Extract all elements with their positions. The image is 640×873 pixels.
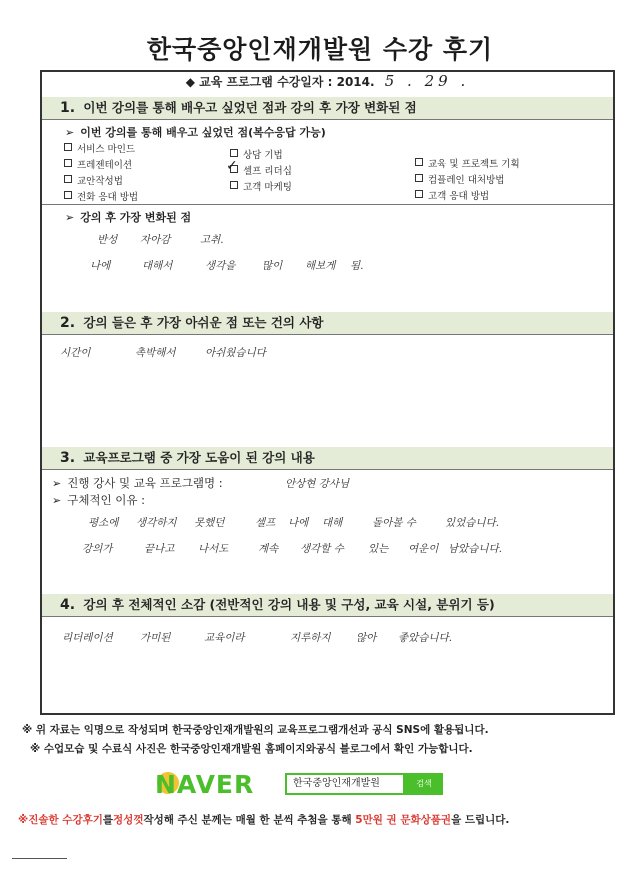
section2-header (42, 312, 613, 334)
option-col2-2[interactable] (230, 179, 292, 193)
arrow-icon: ➢ (52, 494, 62, 507)
option-col1-1[interactable] (64, 157, 132, 171)
naver-search-button[interactable]: 검색 (405, 773, 443, 795)
section3-sub1 (52, 475, 223, 491)
note-2: ※ 수업모습 및 수료식 사진은 한국중앙인재개발원 홈페이지와공식 블로그에서 확인 가능합니다. (30, 743, 473, 755)
section2-heading: 강의 들은 후 가장 아쉬운 점 또는 건의 사항 (83, 315, 324, 330)
option-col2-0[interactable] (230, 147, 283, 161)
option-col3-2[interactable] (415, 188, 489, 202)
answer-text: 돌아볼 수 (372, 517, 416, 529)
footer-mid2: 작성해 주신 분께는 매월 한 분씩 추첨을 통해 (143, 814, 356, 826)
divider (42, 204, 613, 205)
answer-text: 못했던 (194, 517, 225, 529)
section1-sub1-text: 이번 강의를 통해 배우고 싶었던 점(복수응답 가능) (80, 126, 326, 139)
answer-text: 교육이라 (204, 632, 245, 644)
divider (42, 119, 613, 120)
section1-number: 1. (60, 100, 76, 116)
divider (12, 858, 67, 859)
answer-text: 않아 (356, 632, 377, 644)
option-label: 서비스 마인드 (77, 144, 136, 155)
option-label: 교육 및 프로젝트 기획 (428, 159, 520, 170)
checkbox-icon (230, 149, 238, 157)
date-row (40, 72, 615, 94)
answer-text: 시간이 (60, 347, 91, 359)
section1-sub2-text: 강의 후 가장 변화된 점 (80, 211, 192, 224)
answer-text: 가미된 (140, 632, 171, 644)
answer-text: 촉박해서 (135, 347, 176, 359)
answer-text: 있는 (368, 543, 389, 555)
note-1: ※ 위 자료는 익명으로 작성되며 한국중앙인재개발원의 교육프로그램개선과 공식 SNS에 활용됩니다. (22, 724, 489, 736)
option-col1-0[interactable] (64, 141, 135, 155)
answer-text: 대해서 (142, 260, 173, 272)
footer-prefix: ※ (18, 814, 29, 826)
divider (42, 616, 613, 617)
arrow-icon: ➢ (52, 477, 62, 490)
answer-text: 고취. (200, 234, 224, 246)
answer-text: 나에 (90, 260, 111, 272)
answer-text: 많이 (262, 260, 283, 272)
option-col1-3[interactable] (64, 189, 138, 203)
option-label: 고객 응대 방법 (428, 191, 490, 202)
checkbox-icon (64, 143, 72, 151)
answer-text: 좋았습니다. (398, 632, 453, 644)
footer-red2: 정성껏 (113, 814, 144, 826)
option-label: 전화 응대 방법 (77, 192, 139, 203)
checkbox-icon (415, 174, 423, 182)
option-label: 프레젠테이션 (77, 160, 133, 171)
section3-sub2 (52, 492, 145, 508)
answer-text: 여운이 (408, 543, 439, 555)
answer-text: 생각을 (205, 260, 236, 272)
answer-text: 대해 (322, 517, 343, 529)
footer-mid1: 를 (102, 814, 114, 826)
checkbox-icon (64, 159, 72, 167)
option-label: 고객 마케팅 (243, 182, 292, 193)
footer-suffix: 을 드립니다. (451, 814, 510, 826)
answer-text: 됨. (350, 260, 364, 272)
answer-text: 생각할 수 (300, 543, 344, 555)
arrow-icon: ➢ (65, 211, 75, 224)
section1-heading: 이번 강의를 통해 배우고 싶었던 점과 강의 후 가장 변화된 점 (83, 100, 417, 115)
date-label: ◆ 교육 프로그램 수강일자 : 2014. (185, 75, 375, 89)
date-handwritten: 5 . 29 . (384, 72, 470, 90)
answer-text: 반성 (97, 234, 118, 246)
section2-number: 2. (60, 315, 76, 331)
divider (42, 334, 613, 335)
answer-text: 자아감 (140, 234, 171, 246)
section4-header (42, 594, 613, 616)
section1-sub2 (65, 209, 191, 225)
section4-heading: 강의 후 전체적인 소감 (전반적인 강의 내용 및 구성, 교육 시설, 분위기 등) (83, 597, 495, 612)
option-col3-0[interactable] (415, 156, 520, 170)
answer-text: 아쉬웠습니다 (205, 347, 266, 359)
document-title: 한국중앙인재개발원 수강 후기 (146, 35, 494, 64)
checkbox-icon (64, 191, 72, 199)
naver-logo: NAVER (155, 770, 255, 799)
answer-text: 생각하지 (136, 517, 177, 529)
answer-text: 나에 (288, 517, 309, 529)
option-col1-2[interactable] (64, 173, 123, 187)
option-label: 컴플레인 대처방법 (428, 175, 505, 186)
section4-number: 4. (60, 597, 76, 613)
checkbox-icon (230, 181, 238, 189)
section3-header (42, 447, 613, 469)
section3-sub2-text: 구체적인 이유 : (67, 493, 146, 507)
answer-text: 해보게 (305, 260, 336, 272)
checkmark-icon: ✓ (226, 158, 238, 174)
section1-sub1 (65, 124, 326, 140)
answer-text: 지루하지 (290, 632, 331, 644)
option-label: 셀프 리더십 (243, 166, 292, 177)
checkbox-icon (64, 175, 72, 183)
section3-number: 3. (60, 450, 76, 466)
answer-text: 리더레이션 (62, 632, 113, 644)
section3-sub1-text: 진행 강사 및 교육 프로그램명 : (67, 476, 223, 490)
option-col3-1[interactable] (415, 172, 504, 186)
answer-text: 끝나고 (144, 543, 175, 555)
answer-text: 남았습니다. (448, 543, 503, 555)
answer-text: 평소에 (88, 517, 119, 529)
answer-text: 있었습니다. (445, 517, 500, 529)
arrow-icon: ➢ (65, 126, 75, 139)
answer-text: 계속 (258, 543, 279, 555)
option-col2-1[interactable] (230, 163, 292, 177)
instructor-answer: 안상현 강사님 (285, 478, 350, 490)
answer-text: 셀프 (255, 517, 276, 529)
footer-notice (18, 812, 628, 827)
footer-red1: 진솔한 수강후기 (28, 814, 103, 826)
option-label: 교안작성법 (77, 176, 123, 187)
section3-heading: 교육프로그램 중 가장 도움이 된 강의 내용 (83, 450, 315, 465)
footer-red3: 5만원 권 문화상품권 (355, 814, 452, 826)
answer-text: 나서도 (198, 543, 229, 555)
checkbox-icon (415, 158, 423, 166)
option-label: 상담 기법 (243, 150, 283, 161)
divider (42, 469, 613, 470)
answer-text: 강의가 (82, 543, 113, 555)
naver-search-input[interactable]: 한국중앙인재개발원 (285, 773, 405, 795)
checkbox-icon (415, 190, 423, 198)
section1-header (42, 97, 613, 119)
